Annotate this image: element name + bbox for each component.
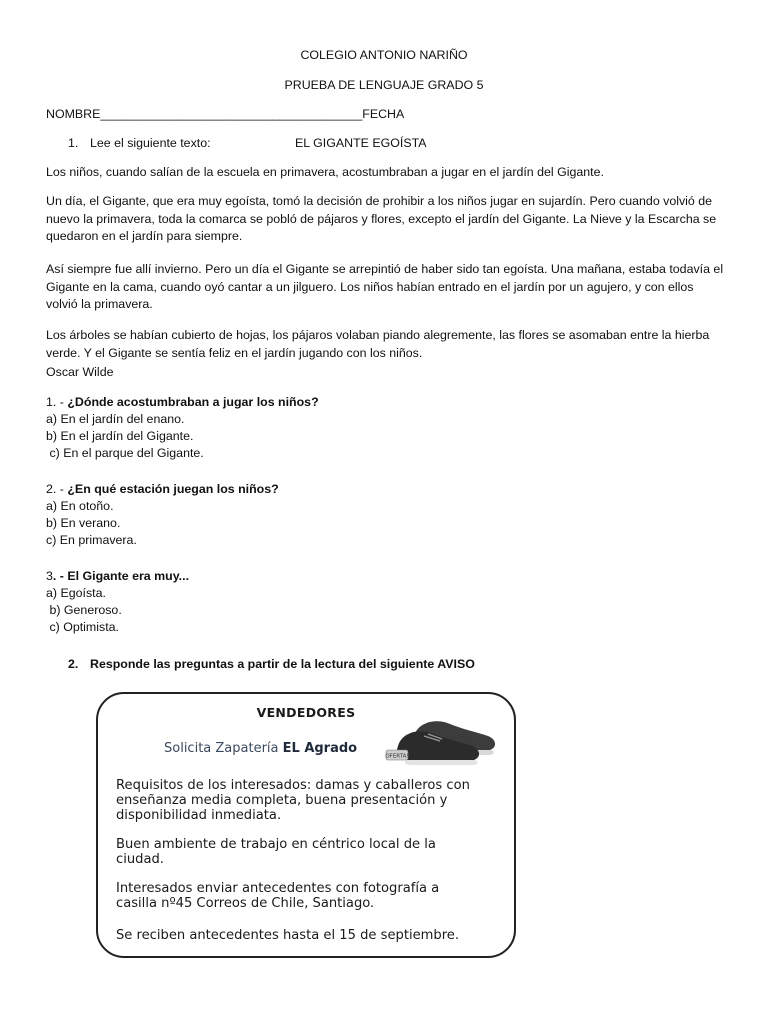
story-paragraph: Un día, el Gigante, que era muy egoísta, tomó la decisión de prohibir a los niños jugar en sujardín. Pero cuando volvió de nuevo la primavera, toda la comarca se pobló de pájaros y flores, excepto el jardín del Gigante. La Nieve y la Escarcha se quedaron en el jardín para siempre. xyxy=(46,194,717,243)
story-paragraph: Así siempre fue allí invierno. Pero un día el Gigante se arrepintió de haber sido tan egoísta. Una mañana, estaba todavía el Gigante en la cama, cuando oyó cantar a un jilguero. Los niños habían entrado en el jardín por un agujero, y con ellos volvió la primavera. xyxy=(46,262,724,311)
shoes-icon xyxy=(384,714,502,772)
ad-text-line: Interesados enviar antecedentes con fotografía a xyxy=(116,881,440,896)
question-text: ¿Dónde acostumbraban a jugar los niños? xyxy=(67,395,319,409)
question-text: . - El Gigante era muy... xyxy=(52,569,190,583)
job-advertisement xyxy=(96,692,516,958)
ad-text-line: disponibilidad inmediata. xyxy=(116,808,282,823)
ad-text-line: casilla nº45 Correos de Chile, Santiago. xyxy=(116,896,375,911)
ad-text-line: Requisitos de los interesados: damas y caballeros con xyxy=(116,778,470,793)
ad-subheading xyxy=(164,740,357,758)
section1-number: 1. xyxy=(68,136,79,150)
story-author: Oscar Wilde xyxy=(46,365,114,379)
ad-text-line: Buen ambiente de trabajo en céntrico local de la xyxy=(116,837,436,852)
story-paragraph: Los niños, cuando salían de la escuela en primavera, acostumbraban a jugar en el jardín del Gigante. xyxy=(46,165,604,179)
question-number: 1. - xyxy=(46,395,68,409)
answer-option: c) Optimista. xyxy=(46,620,119,634)
story-title: EL GIGANTE EGOÍSTA xyxy=(295,136,427,150)
answer-option: a) En otoño. xyxy=(46,499,114,513)
test-title: PRUEBA DE LENGUAJE GRADO 5 xyxy=(284,78,484,92)
answer-option: b) En verano. xyxy=(46,516,121,530)
question-3 xyxy=(46,568,189,586)
school-name: COLEGIO ANTONIO NARIÑO xyxy=(300,48,468,62)
answer-option: a) Egoísta. xyxy=(46,586,106,600)
ad-deadline: Se reciben antecedentes hasta el 15 de septiembre. xyxy=(116,928,460,943)
answer-option: b) Generoso. xyxy=(46,603,122,617)
answer-option: b) En el jardín del Gigante. xyxy=(46,429,194,443)
ad-sub-prefix: Solicita Zapatería xyxy=(164,741,283,756)
answer-option: c) En primavera. xyxy=(46,533,137,547)
ad-brand: EL Agrado xyxy=(282,741,358,756)
section2-number: 2. xyxy=(68,657,79,671)
ad-text-line: ciudad. xyxy=(116,852,164,867)
ad-environment xyxy=(116,837,501,867)
story-paragraph: Los árboles se habían cubierto de hojas, los pájaros volaban piando alegremente, las flores se asomaban entre la hierba verde. Y el Gigante se sentía feliz en el jardín jugando con los niños. xyxy=(46,328,710,360)
ad-requirements xyxy=(116,778,501,823)
ad-heading: VENDEDORES xyxy=(256,705,356,720)
name-date-line: NOMBRE______________________________________FECHA xyxy=(46,107,405,121)
ad-text-line: enseñanza media completa, buena presentación y xyxy=(116,793,448,808)
section2-instruction: Responde las preguntas a partir de la lectura del siguiente AVISO xyxy=(90,657,475,671)
question-number: 2. - xyxy=(46,482,68,496)
question-text: ¿En qué estación juegan los niños? xyxy=(67,482,279,496)
question-2 xyxy=(46,481,279,499)
section1-instruction: Lee el siguiente texto: xyxy=(90,136,211,150)
answer-option: a) En el jardín del enano. xyxy=(46,412,185,426)
question-number: 3 xyxy=(46,569,53,583)
offer-tag-text: OFERTA! xyxy=(385,753,409,760)
answer-option: c) En el parque del Gigante. xyxy=(46,446,204,460)
ad-send-info xyxy=(116,881,501,911)
question-1 xyxy=(46,394,319,412)
